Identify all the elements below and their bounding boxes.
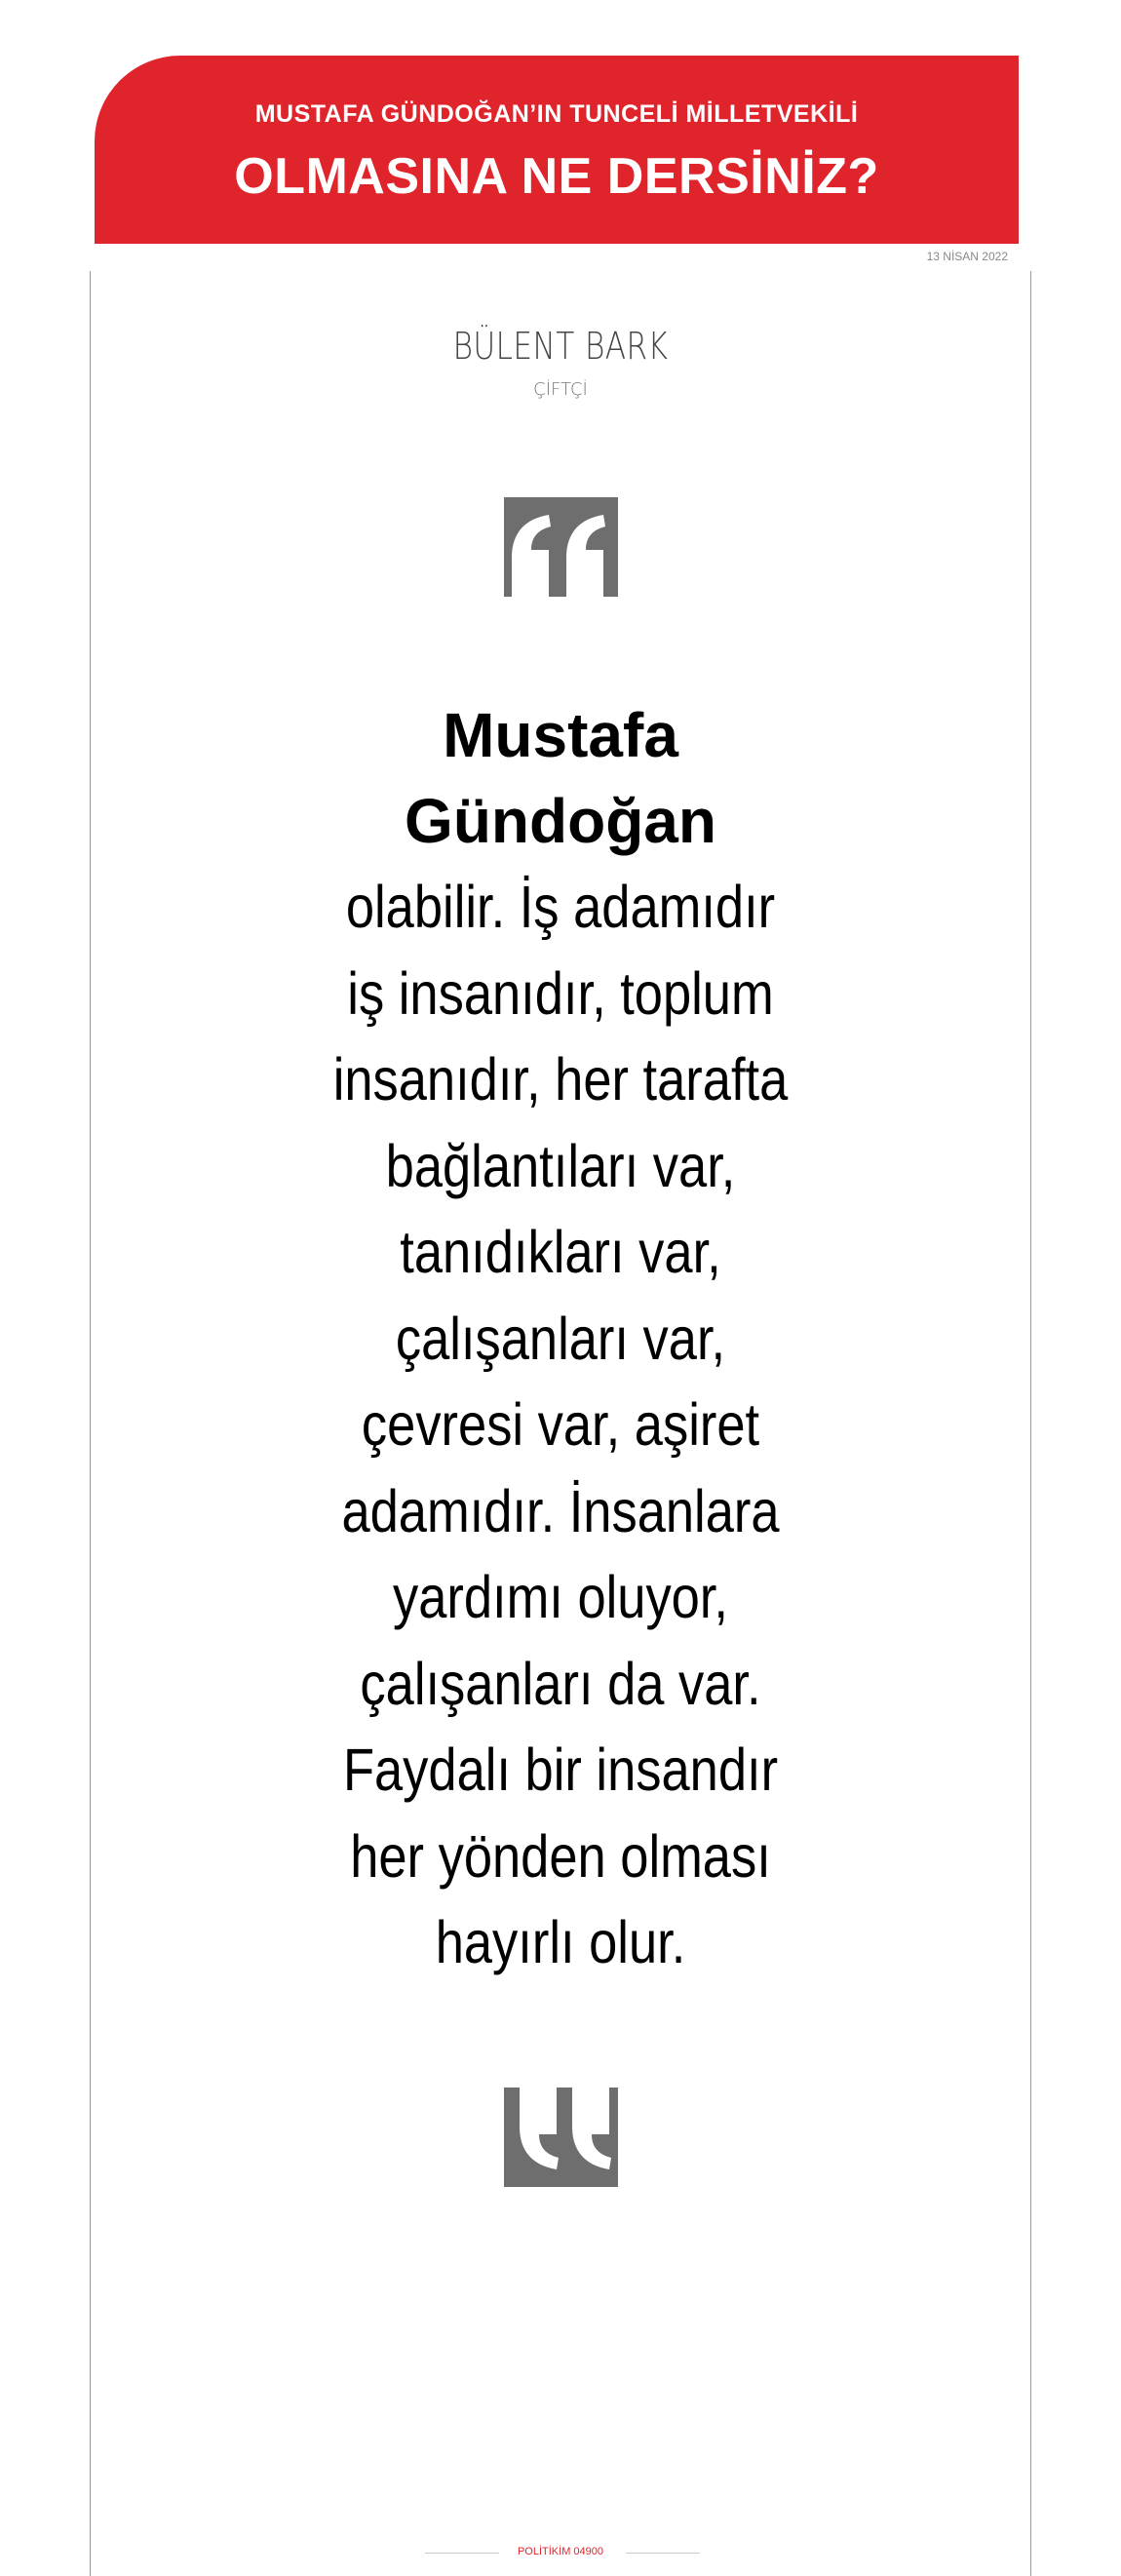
quote-name-line: Gündoğan bbox=[405, 786, 716, 856]
quote-body-line: hayırlı olur. bbox=[435, 1909, 686, 1975]
quote-body-line: çevresi var, aşiret bbox=[361, 1391, 760, 1458]
quote-body-line: her yönden olması bbox=[350, 1822, 771, 1890]
quote-body-line: yardımı oluyor, bbox=[392, 1564, 729, 1630]
publish-date: 13 NİSAN 2022 bbox=[926, 250, 1008, 263]
author-name: BÜLENT BARK bbox=[452, 325, 669, 368]
quote-body-line: bağlantıları var, bbox=[385, 1132, 736, 1199]
quote-text bbox=[244, 692, 877, 1986]
author-title: ÇİFTÇİ bbox=[533, 379, 588, 400]
quote-body-line: çalışanları var, bbox=[395, 1305, 726, 1372]
quote-body-line: olabilir. İş adamıdır bbox=[345, 874, 776, 940]
headline-kicker: MUSTAFA GÜNDOĞAN’IN TUNCELİ MİLLETVEKİLİ bbox=[254, 100, 859, 128]
quote-body-line: Faydalı bir insandır bbox=[342, 1737, 779, 1803]
headline-title: OLMASINA NE DERSİNİZ? bbox=[234, 148, 879, 205]
quote-body-line: iş insanıdır, toplum bbox=[347, 959, 774, 1027]
quote-body-line: tanıdıkları var, bbox=[400, 1219, 721, 1285]
quote-name-line: Mustafa bbox=[443, 700, 678, 770]
quote-body-line: insanıdır, her tarafta bbox=[332, 1046, 789, 1112]
quote-open-icon bbox=[504, 497, 618, 597]
headline-banner bbox=[95, 56, 1019, 244]
footer-page-label: POLİTİKİM 04900 bbox=[517, 2546, 604, 2557]
quote-close-icon bbox=[504, 2088, 618, 2187]
quote-body bbox=[289, 864, 833, 1986]
quote-subject-name bbox=[244, 692, 877, 864]
quote-body-line: adamıdır. İnsanlara bbox=[341, 1477, 780, 1544]
quote-body-line: çalışanları da var. bbox=[360, 1650, 761, 1717]
footer-divider-right bbox=[626, 2553, 700, 2554]
